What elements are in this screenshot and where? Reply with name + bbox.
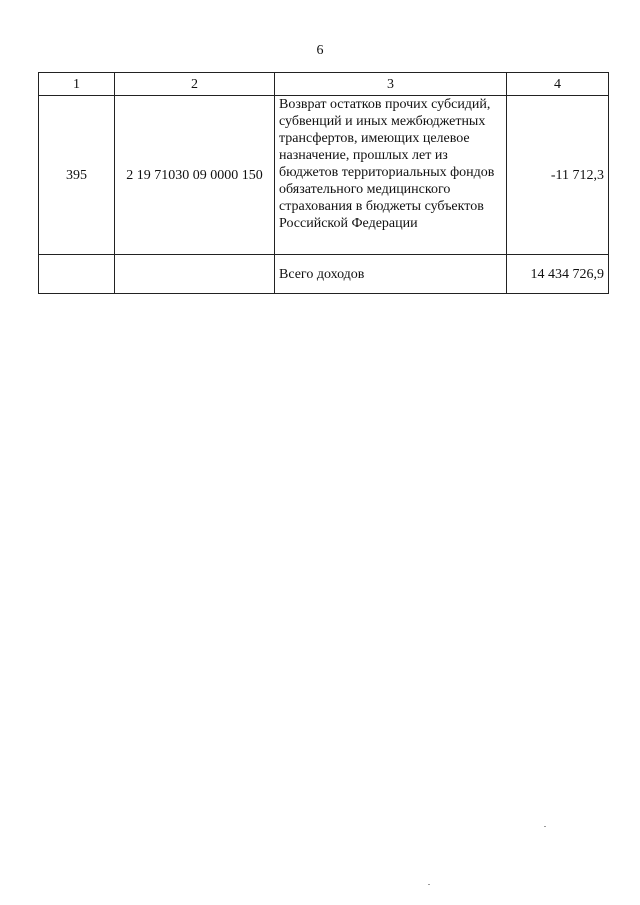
scan-speck: [544, 826, 546, 827]
admin-code-cell: 395: [39, 96, 115, 255]
column-header-4: 4: [507, 73, 609, 96]
scan-speck: [428, 884, 430, 885]
budget-code-cell: [115, 255, 275, 294]
revenue-table: [38, 72, 609, 294]
description-cell: Возврат остатков прочих субсидий, субвенций и иных межбюджетных трансфертов, имеющих целевое назначение, прошлых лет из бюджетов территориальных фондов обязательного медицинского страхования в бюджеты субъектов Российской Федерации: [275, 96, 507, 255]
admin-code-cell: [39, 255, 115, 294]
column-header-1: 1: [39, 73, 115, 96]
table-row: [39, 96, 609, 255]
table-row-total: [39, 255, 609, 294]
column-header-3: 3: [275, 73, 507, 96]
page-number: 6: [316, 43, 324, 58]
table-header-row: [39, 73, 609, 96]
column-header-2: 2: [115, 73, 275, 96]
amount-cell: -11 712,3: [507, 96, 609, 255]
budget-code-cell: 2 19 71030 09 0000 150: [115, 96, 275, 255]
total-amount-cell: 14 434 726,9: [507, 255, 609, 294]
total-label-cell: Всего доходов: [275, 255, 507, 294]
